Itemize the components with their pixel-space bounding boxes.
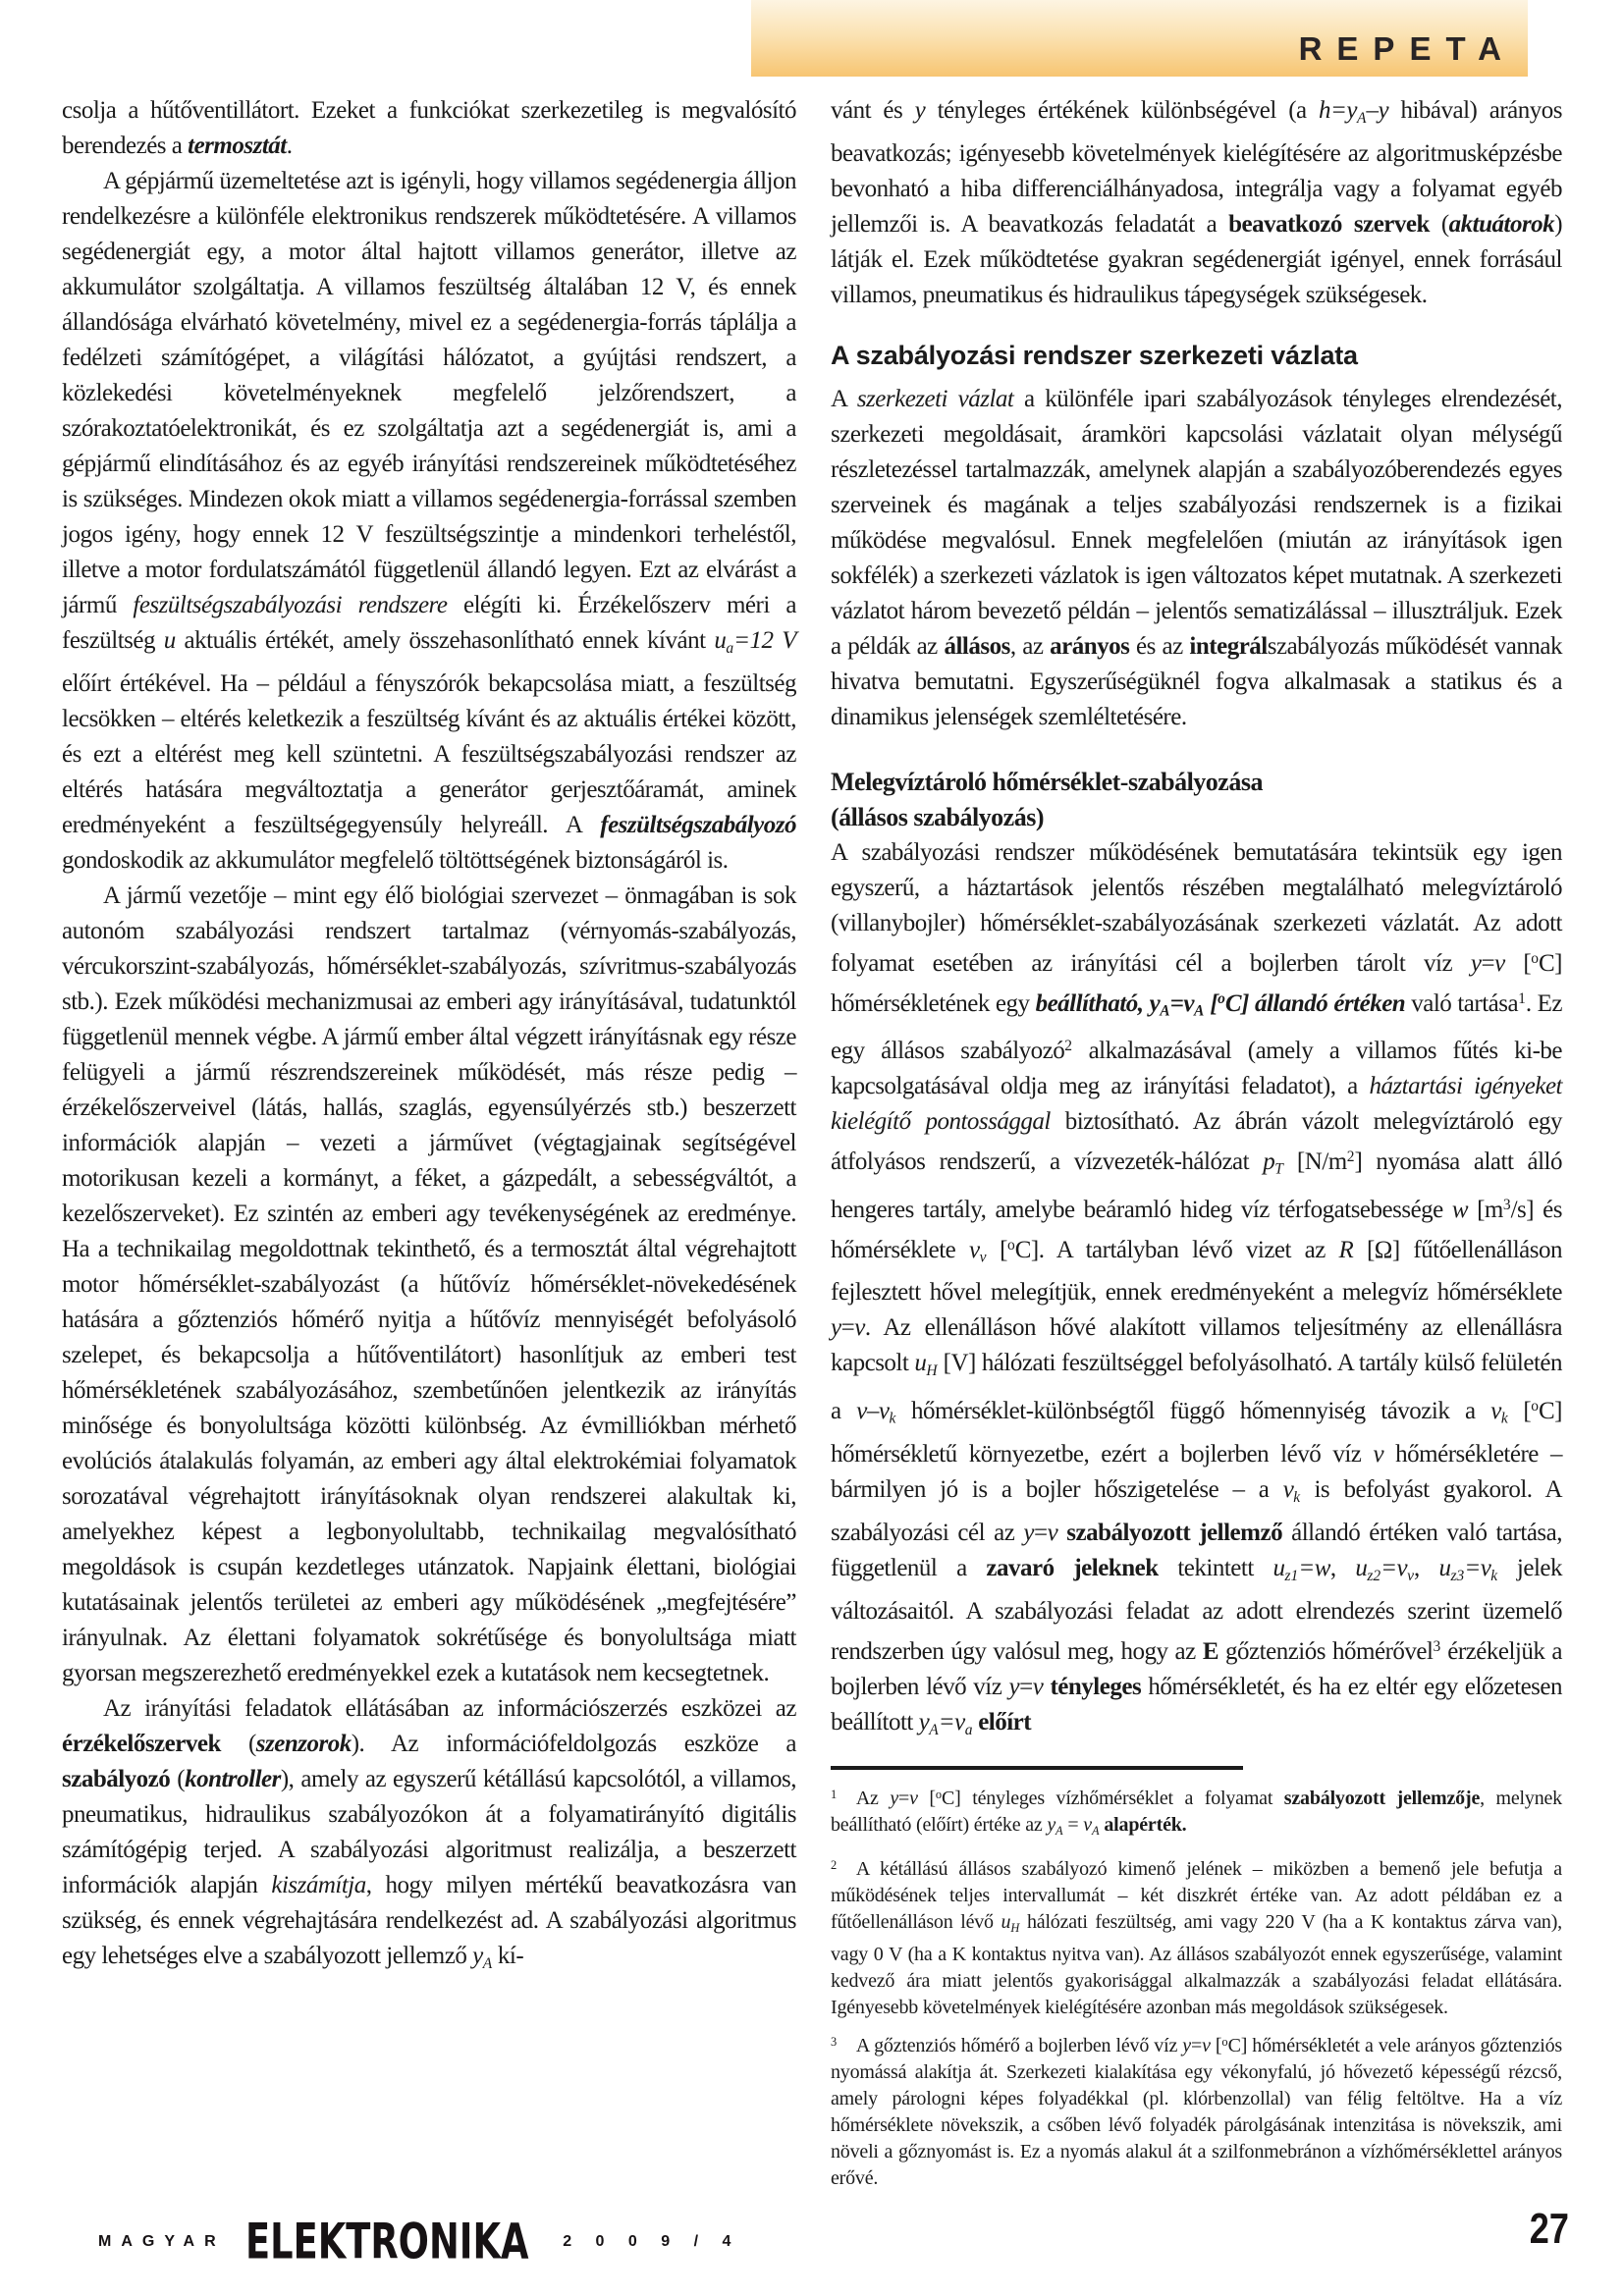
paragraph: A gépjármű üzemeltetése azt is igényli, hogy villamos segédenergia álljon rendelkezésre a különféle elektronikus rendszerek működtetésére. A villamos segédenergiát egy, a motor által hajtott villamos generátor, illetve az akkumulátor szolgáltatja. A villamos feszültség általában 12 V, és ennek állandósága elvárható követelmény, mivel ez a segédenergia-forrás táplálja a fedélzeti számítógépet, a világítási hálózatot, a gyújtási rendszert, a közlekedési követelményeknek megfelelő jelzőrendszert, a szórakoztatóelektronikát, és ez szolgáltatja azt a segédenergiát is, ami a gépjármű elindításához és az egyéb irányítási rendszereinek működtetéséhez is szükséges. Mindezen okok miatt a villamos segédenergia-forrással szemben jogos igény, hogy ennek 12 V feszültségszintje a mindenkori terheléstől, illetve a motor fordulatszámától függetlenül állandó legyen. Ezt az elvárást a jármű feszültségszabályozási rendszere elégíti ki. Érzékelőszerv méri a feszültség u aktuális értékét, amely összehasonlítható ennek kívánt $u_a=12$ V előírt értékével. Ha – például a fényszórók bekapcsolása miatt, a feszültség lecsökken – eltérés keletkezik a feszültség kívánt és az aktuális értékei között, és ezt a eltérést meg kell szüntetni. A feszültségszabályozási rendszer az eltérés hatására megváltoztatja a generátor gerjesztőáramát, aminek eredményeként a feszültségegyensúly helyreáll. A feszültségszabályozó gondoskodik az akkumulátor megfelelő töltöttségének biztonságáról is.	[62, 168, 796, 874]
magazine-issue-label: 2 0 0 9 / 4	[563, 2233, 741, 2250]
footnote-rule	[831, 1766, 1243, 1770]
page-number: 27	[1529, 2205, 1569, 2253]
right-column	[831, 93, 1562, 2200]
footnote-3: $^3$ A gőztenziós hőmérő a bojlerben lévő víz y=v [$^o$C] hőmérsékletét a vele arányos gőztenziós nyomássá alakítja át. Szerkezeti kialakítása egy vékonyfalú, jó hővezető képességű rézcső, amely párologni képes folyadékkal (pl. klórbenzollal) van félig feltöltve. Ha a víz hőmérséklete növekszik, a csőben lévő folyadék párolgásának intenzitása is növekszik, ami növeli a gőznyomást is. Ez a nyomás alakul át a szilfonmebránon a vízhőmérséklettel arányos erővé.	[831, 2034, 1562, 2190]
subsection-heading-line2: (állásos szabályozás)	[831, 802, 1044, 831]
magazine-logo: ELEKTRONIKA	[244, 2214, 529, 2270]
footnote-2: $^2$ A kétállású állásos szabályozó kimenő jelének – miközben a bemenő jele befutja a működésének teljes intervallumát – két diszkrét értéke van. Az adott példában ez a fűtőellenálláson lévő $u_H$ hálózati feszültség, ami vagy 220 V (ha a K kontaktus zárva van), vagy 0 V (ha a K kontaktus nyitva van). Az állásos szabályozót ennek egyszerűsége, valamint kedvező ára miatt jelentős gyakorisággal alkalmazzák a szabályozási feladat ellátására. Igényesebb követelmények kielégítésére azonban más megoldások szükségesek.	[831, 1857, 1562, 2018]
paragraph-continuation: vánt és y tényleges értékének különbségével (a $h=y_A-y$ hibával) arányos beavatkozás; igényesebb követelmények kielégítésére az algoritmusképzésbe bevonható a hiba differenciálhányadosa, integrálja vagy a folyamat egyéb jellemzői is. A beavatkozás feladatát a beavatkozó szervek (aktuátorok) látják el. Ezek működtetése gyakran segédenergiát igényel, ennek forrásául villamos, pneumatikus és hidraulikus tápegységek szükségesek.	[831, 97, 1563, 308]
paragraph-continuation: csolja a hűtőventillátort. Ezeket a funkciókat szerkezetileg is megvalósító berendezés a termosztát.	[62, 97, 796, 159]
paragraph: A jármű vezetője – mint egy élő biológiai szervezet – önmagában is sok autonóm szabályozási rendszert tartalmaz (vérnyomás-szabályozás, vércukorszint-szabályozás, hőmérséklet-szabályozás, szívritmus-szabályozás stb.). Ezek működési mechanizmusai az emberi agy irányításával, tudatunktól függetlenül mennek végbe. A jármű ember által végzett irányításnak egy része felügyeli a jármű részrendszereinek működését, más része pedig – érzékelőszerveivel (látás, hallás, szaglás, egyensúlyérzés stb.) beszerzett információk alapján – vezeti a járművet (végtagjainak segítségével motorikusan kezeli a kormányt, a féket, a gázpedált, a sebességváltót, a kezelőszerveket). Ez szintén az emberi agy tevékenységének az eredménye. Ha a technikailag megoldottnak tekinthető, és a termosztát által végrehajtott motor hőmérséklet-szabályozást (a hűtővíz hőmérséklet-növekedésének hatására a gőztenziós hőmérő nyitja a hűtővíz mennyiségét befolyásoló szelepet, és bekapcsolja a hűtőventilátort) hasonlítjuk az emberi test hőmérsékletének szabályozásához, szembetűnően jelentkezik az irányítás minősége és bonyolultsága közötti különbség. Az évmilliókban mérhető evolúciós átalakulás folyamán, az emberi agy által elektrokémiai folyamatok sorozatával végrehajtott irányításoknak olyan rendszerei alakultak ki, amelyekhez képest a legbonyolultabb, technikailag megvalósítható megoldások is csupán kezdetleges utánzatok. Napjaink élettani, biológiai kutatásainak jelentős területei az emberi agy működésének „megfejtésére” irányulnak. Az élettani folyamatok sokrétűsége és bonyolultsága miatt gyorsan megszerezhető eredményekkel ezek a kutatások nem kecsegtetnek.	[62, 881, 796, 1686]
paragraph: A szabályozási rendszer működésének bemutatására tekintsük egy igen egyszerű, a háztartások jelentős részében megtalálható melegvíztároló (villanybojler) hőmérséklet-szabályozásának szerkezeti vázlatát. Az adott folyamat esetében az irányítási cél a bojlerben tárolt víz y=v [$^o$C] hőmérsékletének egy beállítható, $y_A=v_A$ [$^o$C] állandó értéken való tartása$^1$. Ez egy állásos szabályozó$^2$ alkalmazásával (amely a villamos fűtés ki-be kapcsolgatásával oldja meg az irányítási feladatot), a háztartási igényeket kielégítő pontossággal biztosítható. Az ábrán vázolt melegvíztároló egy átfolyásos rendszerű, a vízvezeték-hálózat $p_T$ $[N/m^2]$ nyomása alatt álló hengeres tartály, amelybe beáramló hideg víz térfogatsebessége w $[m^3/s]$ és hőmérséklete $v_v$ [$^o$C]. A tartályban lévő vizet az R [Ω] fűtőellenálláson fejlesztett hővel melegítjük, ennek eredményeként a melegvíz hőmérséklete y=v. Az ellenálláson hővé alakított villamos teljesítmény az ellenállásra kapcsolt $u_H$ [V] hálózati feszültséggel befolyásolható. A tartály külső felületén a $v-v_k$ hőmérséklet-különbségtől függő hőmennyiség távozik a $v_k$ [$^o$C] hőmérsékletű környezetbe, ezért a bojlerben lévő víz v hőmérsékletére – bármilyen jó is a bojler hőszigetelése – a $v_k$ is befolyást gyakorol. A szabályozási cél az y=v szabályozott jellemző állandó értéken való tartása, függetlenül a zavaró jeleknek tekintett $u_{z1}=w$, $u_{z2}=v_v$, $u_{z3}=v_k$ jelek változásaitól. A szabályozási feladat az adott elrendezés szerint üzemelő rendszerben úgy valósul meg, hogy az E gőztenziós hőmérővel$^3$ érzékeljük a bojlerben lévő víz y=v tényleges hőmérsékletét, és ha ez eltér egy előzetesen beállított $y_A=v_a$ előírt	[831, 838, 1563, 1738]
footnote-1: $^1$ Az y=v [$^o$C] tényleges vízhőmérséklet a folyamat szabályozott jellemzője, melynek beállítható (előírt) értéke az $y_A = v_A$ alapérték.	[831, 1787, 1562, 1838]
subsection-heading: Melegvíztároló hőmérséklet-szabályozása	[831, 767, 1263, 796]
paragraph: Az irányítási feladatok ellátásában az információszerzés eszközei az érzékelőszervek (szenzorok). Az információfeldolgozás eszköze a szabályozó (kontroller), amely az egyszerű kétállású kapcsolótól, a villamos, pneumatikus, hidraulikus szabályozókon át a folyamatirányító digitális számítógépig terjed. A szabályozási algoritmust realizálja, a beszerzett információk alapján kiszámítja, hogy milyen mértékű beavatkozásra van szükség, és ennek végrehajtására rendelkezést ad. A szabályozási algoritmus egy lehetséges elve a szabályozott jellemző $y_A$ kí-	[62, 1694, 797, 1972]
section-heading: A szabályozási rendszer szerkezeti vázlata	[831, 340, 1358, 370]
left-column	[62, 93, 796, 1982]
paragraph: A szerkezeti vázlat a különféle ipari szabályozások tényleges elrendezését, szerkezeti megoldásait, áramköri kapcsolási vázlatait olyan mélységű részletezéssel tartalmazzák, amelynek alapján a szabályozóberendezés egyes szerveinek és magának a teljes szabályozási rendszernek is a fizikai működése megvalósul. Ennek megfelelően (miután az irányítások igen sokfélék) a szerkezeti vázlatok is igen változatos képet mutatnak. A szerkezeti vázlatot három bevezető példán – jelentős sematizálással – illusztráljuk. Ezek a példák az állásos, az arányos és az integrálszabályozás működését vannak hivatva bemutatni. Egyszerűségüknél fogva alkalmasak a statikus és a dinamikus jelenségek szemléltetésére.	[831, 385, 1562, 730]
magazine-footer	[98, 2216, 740, 2268]
section-tab-label: REPETA	[1298, 30, 1516, 67]
section-tab	[751, 0, 1528, 77]
magazine-prefix-label: MAGYAR	[98, 2233, 226, 2250]
